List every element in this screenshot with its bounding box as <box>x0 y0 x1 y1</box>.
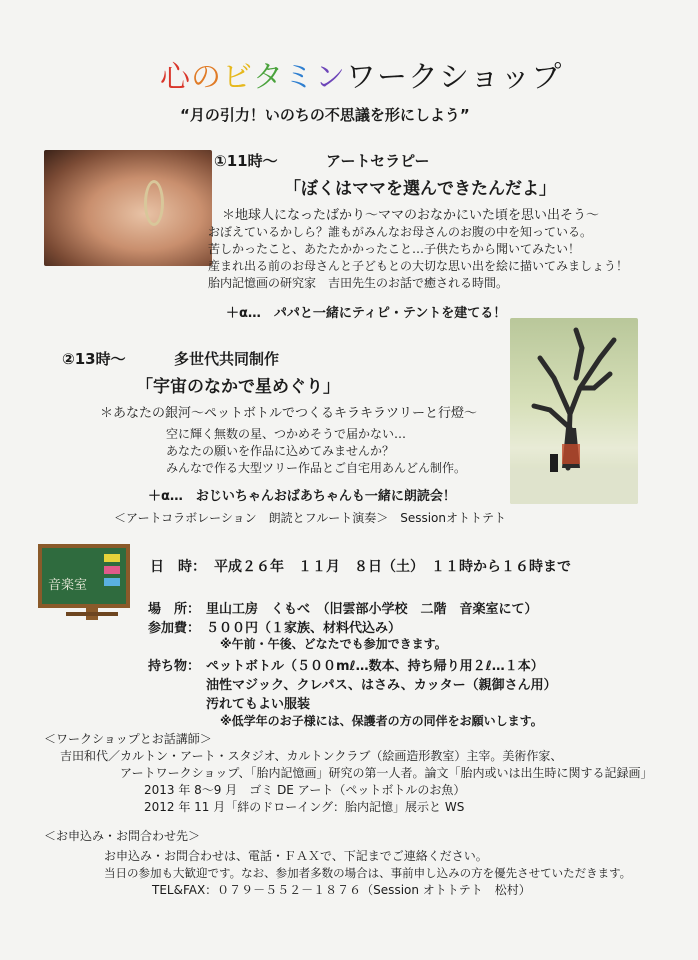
date-label: 日 時： <box>150 559 206 575</box>
session1-headline: 「ぼくはママを選んできたんだよ」 <box>284 179 556 199</box>
session2-time: ②13時～ <box>62 350 126 368</box>
lecturer-line: 吉田和代／カルトン・アート・スタジオ、カルトンクラブ（絵画造形教室）主宰。美術作家、 <box>60 749 563 763</box>
title-char: ン <box>315 60 346 95</box>
items-line: ペットボトル（５００mℓ…数本、持ち帰り用２ℓ…１本） <box>206 659 544 674</box>
note-shape <box>104 578 120 586</box>
session2-line: みんなで作る大型ツリー作品とご自宅用あんどん制作。 <box>166 461 467 475</box>
contact-line: 当日の参加も大歓迎です。なお、参加者多数の場合は、事前申し込みの方を優先させていただきます。 <box>104 866 632 880</box>
items-line: 油性マジック、クレパス、はさみ、カッター（親御さん用） <box>206 678 557 693</box>
title-char: タ <box>253 60 284 95</box>
session1-line: 産まれ出る前のお母さんと子どもとの大切な思い出を絵に描いてみましょう！ <box>208 259 629 273</box>
title-char: ワークショップ <box>346 60 563 95</box>
board-label: 音楽室 <box>48 578 88 593</box>
items-note: ※低学年のお子様には、保護者の方の同伴をお願いします。 <box>220 714 543 728</box>
place-label: 場 所： <box>148 602 201 617</box>
hands-photo <box>44 150 212 266</box>
session1-category: アートセラピー <box>326 152 430 170</box>
title-char: 心 <box>160 60 191 95</box>
session2-collab: ＜アートコラボレーション 朗読とフルート演奏＞ Sessionオトトテト <box>114 511 506 525</box>
fee-note: ※午前・午後、どなたでも参加できます。 <box>220 637 447 651</box>
items-line: 汚れてもよい服装 <box>206 697 311 712</box>
title-char: ビ <box>222 60 253 95</box>
chalkboard-illustration <box>38 544 130 608</box>
title-char: の <box>191 60 222 95</box>
session2-tagline: ＊あなたの銀河～ペットボトルでつくるキラキラツリーと行燈～ <box>100 406 478 421</box>
tree-icon <box>510 318 638 504</box>
title-char: ミ <box>284 60 315 95</box>
lecturer-heading: ＜ワークショップとお話講師＞ <box>44 732 212 746</box>
session2-category: 多世代共同制作 <box>174 350 280 368</box>
session2-headline: 「宇宙のなかで星めぐり」 <box>136 377 340 397</box>
session2-extra: ＋α… おじいちゃんおばあちゃんも一緒に朗読会！ <box>148 489 456 504</box>
board-feet <box>66 612 118 616</box>
date-value: 平成２６年 １１月 ８日（土） １１時から１６時まで <box>214 559 571 575</box>
tree-photo <box>510 318 638 504</box>
session1-tagline: ＊地球人になったばかり～ママのおなかにいた頃を思い出そう～ <box>222 208 600 223</box>
session1-line: おぼえているかしら？誰もがみんなお母さんのお腹の中を知っている。 <box>208 225 593 239</box>
items-label: 持ち物： <box>148 659 201 674</box>
contact-line: お申込み・お問合わせは、電話・ＦＡＸで、下記までご連絡ください。 <box>104 849 488 863</box>
lecturer-line: 2013 年 8～9 月 ゴミ DE アート（ペットボトルのお魚） <box>144 783 466 797</box>
session1-line: 胎内記憶画の研究家 吉田先生のお話で癒される時間。 <box>208 276 509 290</box>
flyer-title <box>160 52 562 96</box>
ring-shape <box>144 180 164 226</box>
contact-line: TEL&FAX：０７９－５５２－１８７６（Session オトトテト 松村） <box>152 883 531 897</box>
session1-time: ①11時～ <box>214 152 278 170</box>
lecturer-line: アートワークショップ、「胎内記憶画」研究の第一人者。論文「胎内或いは出生時に関する記録画」 <box>120 766 653 780</box>
session2-line: あなたの願いを作品に込めてみませんか？ <box>166 444 395 458</box>
fee-value: ５００円（１家族、材料代込み） <box>206 621 402 636</box>
note-shape <box>104 566 120 574</box>
note-shape <box>104 554 120 562</box>
session2-line: 空に輝く無数の星、つかめそうで届かない… <box>166 427 407 441</box>
lecturer-line: 2012 年 11 月「絆のドローイング：胎内記憶」展示と WS <box>144 800 465 814</box>
flyer-subtitle: “月の引力！いのちの不思議を形にしよう” <box>180 106 470 124</box>
session1-extra: ＋α… パパと一緒にティピ・テントを建てる！ <box>226 306 507 321</box>
fee-label: 参加費： <box>148 621 201 636</box>
session1-line: 苦しかったこと、あたたかかったこと…子供たちから聞いてみたい！ <box>208 242 581 256</box>
contact-heading: ＜お申込み・お問合わせ先＞ <box>44 829 201 843</box>
place-value: 里山工房 くもべ （旧雲部小学校 二階 音楽室にて） <box>206 602 538 617</box>
